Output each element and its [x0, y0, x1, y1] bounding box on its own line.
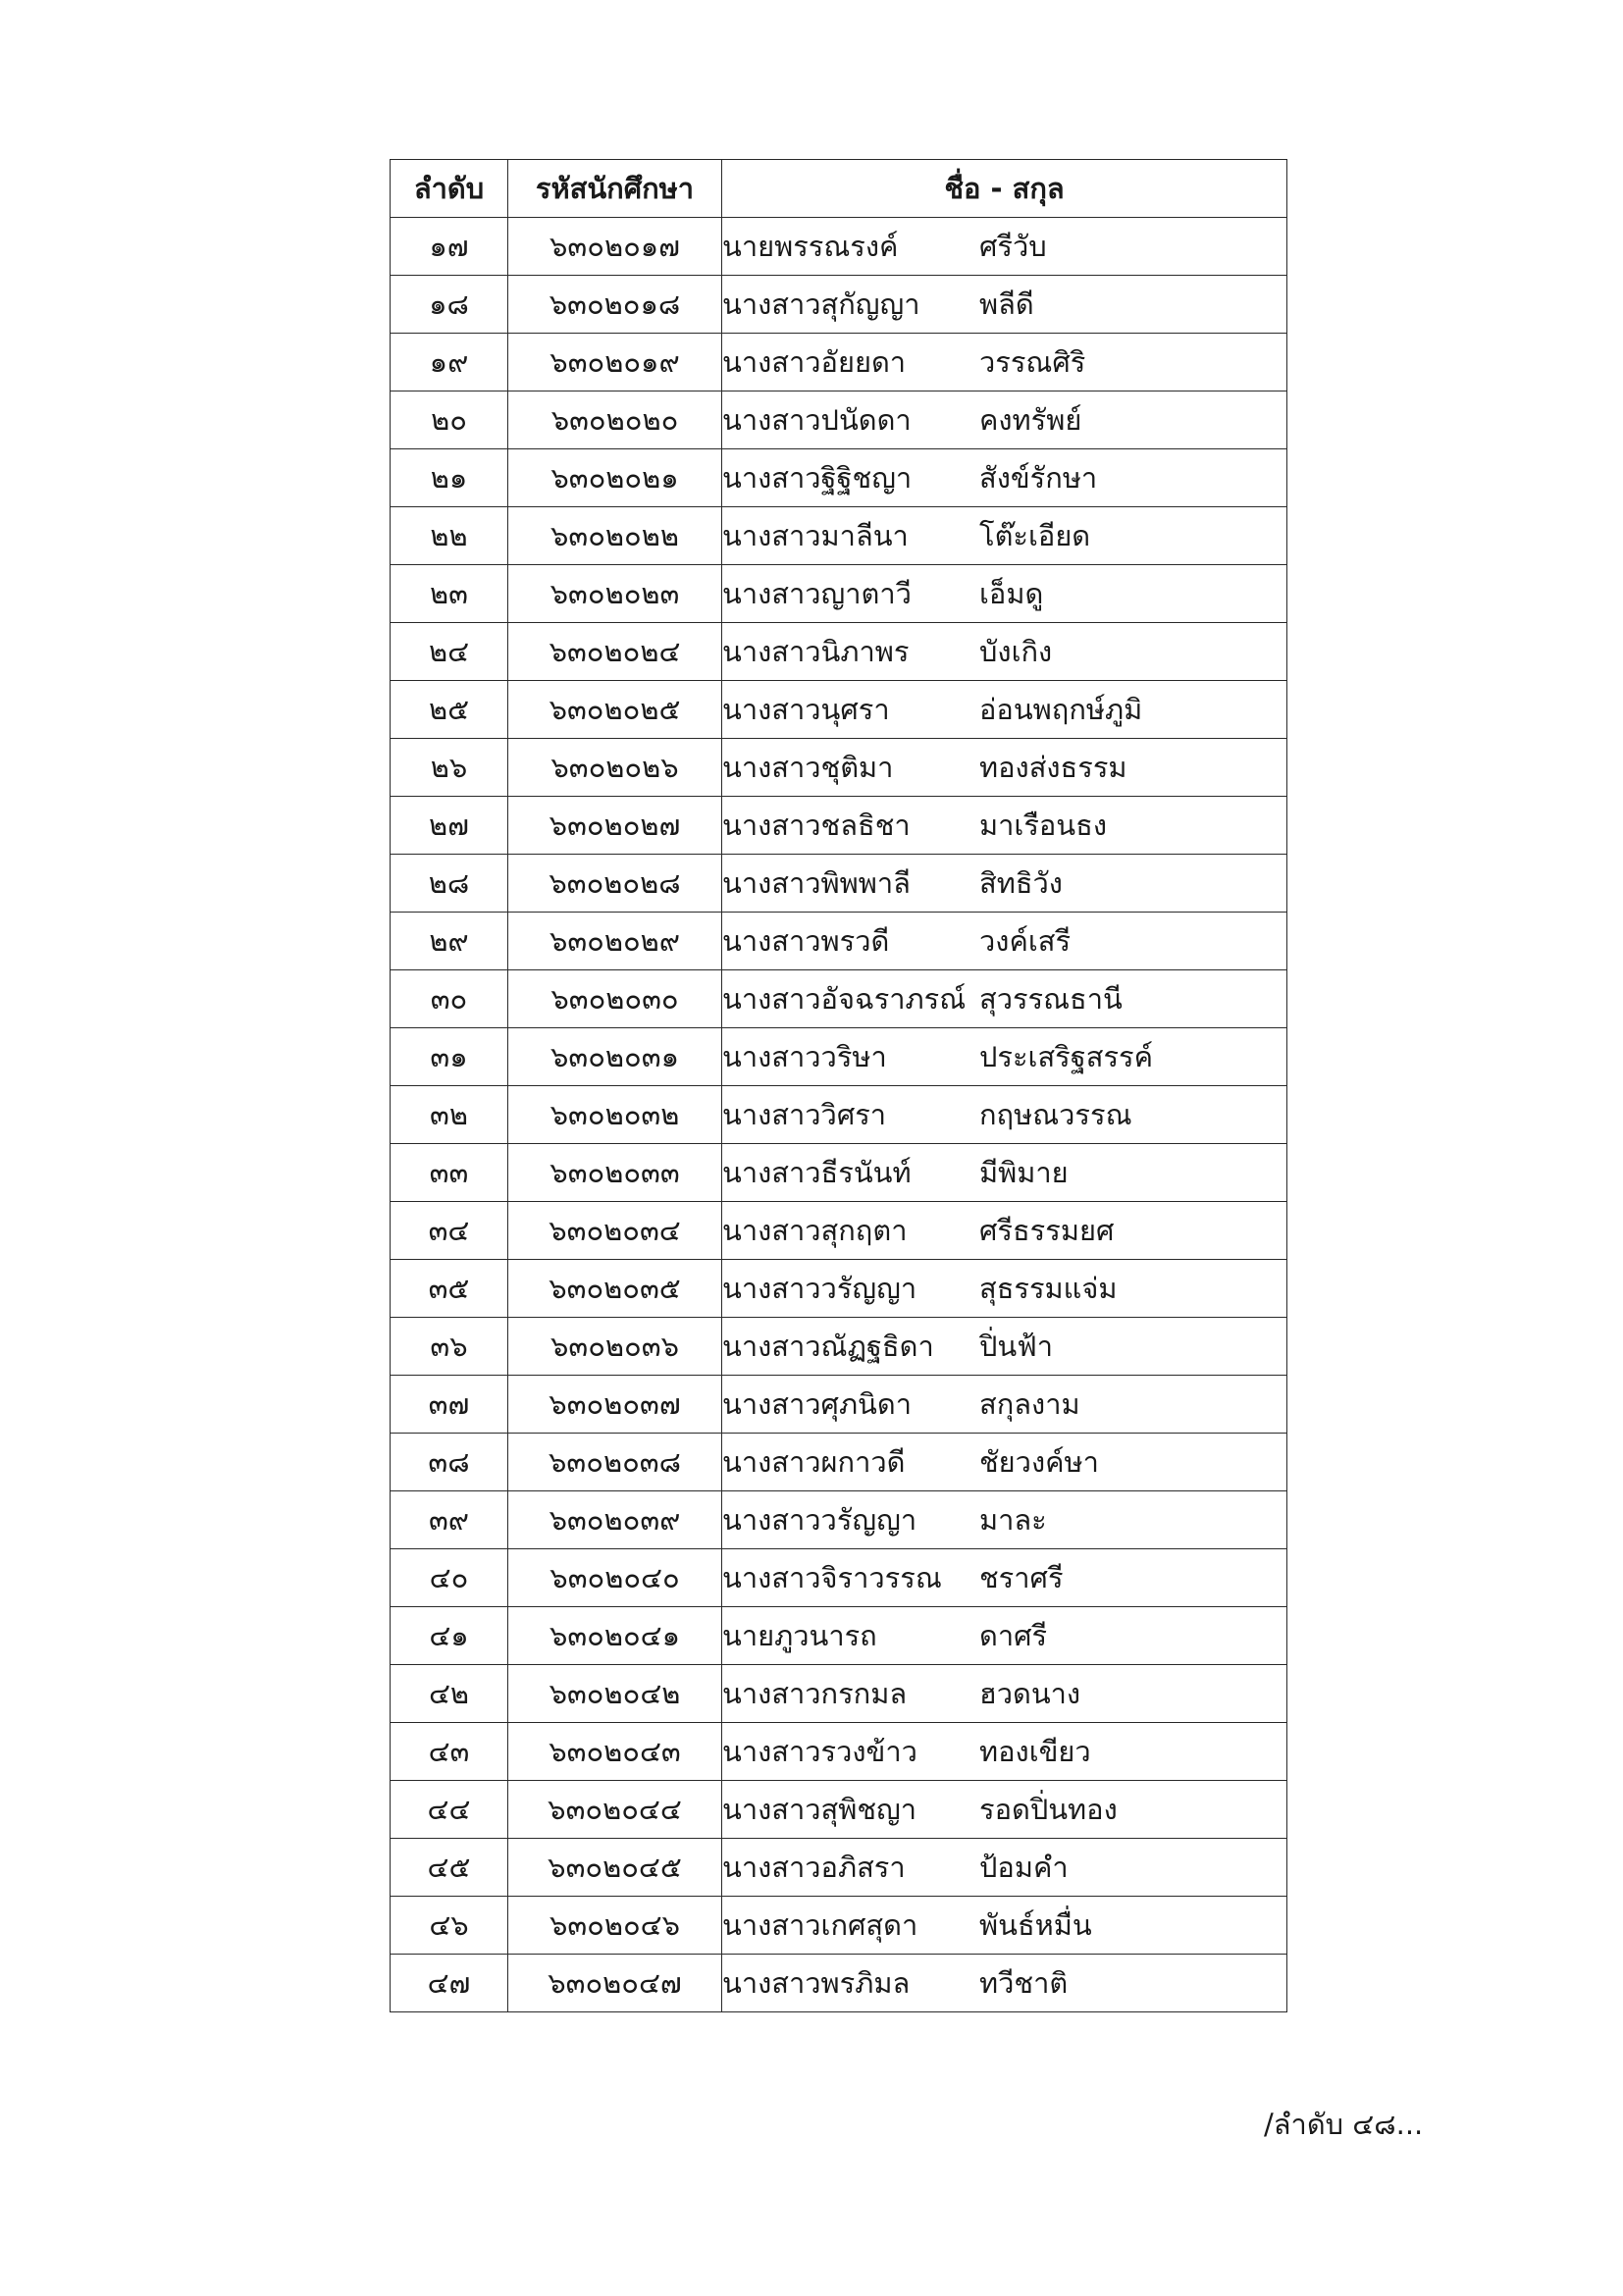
row-seq: ๒๘	[391, 855, 508, 913]
row-student-id: ๖๓๐๒๐๔๔	[508, 1781, 722, 1839]
row-seq: ๔๑	[391, 1607, 508, 1665]
row-first-name: นางสาวพรภิมล	[722, 1966, 911, 2000]
row-seq: ๓๕	[391, 1260, 508, 1318]
table-body	[391, 218, 1287, 2012]
row-full-name	[722, 913, 1287, 970]
row-student-id: ๖๓๐๒๐๔๐	[508, 1549, 722, 1607]
row-seq: ๓๐	[391, 970, 508, 1028]
row-first-name: นางสาวรวงข้าว	[722, 1735, 917, 1768]
row-full-name	[722, 1144, 1287, 1202]
row-first-name: นางสาวญาตาวี	[722, 577, 912, 610]
row-last-name: โต๊ะเอียด	[979, 519, 1091, 552]
row-last-name: รอดปิ่นทอง	[979, 1793, 1118, 1826]
row-seq: ๒๐	[391, 391, 508, 449]
row-seq: ๒๒	[391, 507, 508, 565]
row-seq: ๒๖	[391, 739, 508, 797]
row-seq: ๔๔	[391, 1781, 508, 1839]
row-first-name: นางสาวอัจฉราภรณ์	[722, 982, 967, 1016]
row-last-name: ศรีวับ	[979, 230, 1047, 263]
row-full-name	[722, 1086, 1287, 1144]
row-full-name	[722, 1434, 1287, 1491]
table-row	[391, 218, 1287, 276]
table-row	[391, 1086, 1287, 1144]
row-seq: ๒๑	[391, 449, 508, 507]
row-full-name	[722, 391, 1287, 449]
table-row	[391, 681, 1287, 739]
row-seq: ๒๔	[391, 623, 508, 681]
row-first-name: นางสาวพรวดี	[722, 924, 890, 958]
row-full-name	[722, 1781, 1287, 1839]
row-last-name: ทองเขียว	[979, 1735, 1091, 1768]
row-first-name: นางสาวปนัดดา	[722, 403, 912, 437]
row-student-id: ๖๓๐๒๐๓๙	[508, 1491, 722, 1549]
table-row	[391, 334, 1287, 391]
student-roster-table	[390, 159, 1287, 2012]
row-first-name: นางสาวพิพพาลี	[722, 866, 911, 900]
row-seq: ๑๘	[391, 276, 508, 334]
row-first-name: นางสาวจิราวรรณ	[722, 1561, 942, 1594]
row-student-id: ๖๓๐๒๐๒๗	[508, 797, 722, 855]
row-seq: ๓๗	[391, 1376, 508, 1434]
row-first-name: นางสาวชลธิชา	[722, 809, 911, 842]
table-row	[391, 1549, 1287, 1607]
table-row	[391, 855, 1287, 913]
row-full-name	[722, 1955, 1287, 2012]
row-student-id: ๖๓๐๒๐๒๙	[508, 913, 722, 970]
row-last-name: คงทรัพย์	[979, 403, 1082, 437]
row-full-name	[722, 797, 1287, 855]
table-row	[391, 739, 1287, 797]
row-seq: ๓๙	[391, 1491, 508, 1549]
row-student-id: ๖๓๐๒๐๑๗	[508, 218, 722, 276]
row-seq: ๓๑	[391, 1028, 508, 1086]
row-student-id: ๖๓๐๒๐๔๕	[508, 1839, 722, 1897]
row-first-name: นางสาวผกาวดี	[722, 1445, 906, 1479]
row-last-name: บังเกิง	[979, 635, 1053, 668]
row-first-name: นางสาวนิภาพร	[722, 635, 910, 668]
row-first-name: นางสาวอัยยดา	[722, 345, 907, 379]
table-row	[391, 391, 1287, 449]
row-seq: ๓๒	[391, 1086, 508, 1144]
row-first-name: นายพรรณรงค์	[722, 230, 899, 263]
table-row	[391, 449, 1287, 507]
row-last-name: มาละ	[979, 1503, 1047, 1537]
table-row	[391, 276, 1287, 334]
row-first-name: นางสาววรัญญา	[722, 1503, 917, 1537]
row-last-name: สุธรรมแจ่ม	[979, 1272, 1118, 1305]
continuation-note: /ลำดับ ๔๘...	[1264, 2108, 1424, 2141]
row-full-name	[722, 1839, 1287, 1897]
table-row	[391, 1781, 1287, 1839]
row-last-name: เอ็มดู	[979, 577, 1044, 610]
row-full-name	[722, 1376, 1287, 1434]
row-seq: ๒๕	[391, 681, 508, 739]
table-row	[391, 970, 1287, 1028]
table-row	[391, 1897, 1287, 1955]
row-full-name	[722, 1318, 1287, 1376]
row-seq: ๒๗	[391, 797, 508, 855]
row-full-name	[722, 1607, 1287, 1665]
row-last-name: ศรีธรรมยศ	[979, 1214, 1115, 1247]
row-student-id: ๖๓๐๒๐๒๖	[508, 739, 722, 797]
row-last-name: มีพิมาย	[979, 1156, 1069, 1189]
row-last-name: ประเสริฐสรรค์	[979, 1040, 1154, 1073]
row-seq: ๔๒	[391, 1665, 508, 1723]
table-row	[391, 1723, 1287, 1781]
row-student-id: ๖๓๐๒๐๓๖	[508, 1318, 722, 1376]
row-student-id: ๖๓๐๒๐๑๙	[508, 334, 722, 391]
header-seq: ลำดับ	[391, 160, 508, 218]
row-seq: ๔๗	[391, 1955, 508, 2012]
row-student-id: ๖๓๐๒๐๓๐	[508, 970, 722, 1028]
table-row	[391, 1376, 1287, 1434]
row-last-name: สกุลงาม	[979, 1387, 1080, 1421]
row-full-name	[722, 507, 1287, 565]
row-first-name: นางสาววรัญญา	[722, 1272, 917, 1305]
table-row	[391, 1434, 1287, 1491]
row-first-name: นางสาวนุศรา	[722, 693, 890, 726]
row-student-id: ๖๓๐๒๐๒๔	[508, 623, 722, 681]
row-full-name	[722, 1028, 1287, 1086]
table-row	[391, 1665, 1287, 1723]
row-last-name: สิทธิวัง	[979, 866, 1063, 900]
table-row	[391, 1028, 1287, 1086]
row-first-name: นางสาวเกศสุดา	[722, 1908, 918, 1942]
row-student-id: ๖๓๐๒๐๒๕	[508, 681, 722, 739]
row-first-name: นางสาวสุกฤตา	[722, 1214, 908, 1247]
row-student-id: ๖๓๐๒๐๒๘	[508, 855, 722, 913]
row-first-name: นายภูวนารถ	[722, 1619, 877, 1652]
row-seq: ๒๓	[391, 565, 508, 623]
row-student-id: ๖๓๐๒๐๔๒	[508, 1665, 722, 1723]
header-name: ชื่อ - สกุล	[722, 160, 1287, 218]
row-seq: ๔๓	[391, 1723, 508, 1781]
row-last-name: ชราศรี	[979, 1561, 1064, 1594]
row-first-name: นางสาวอภิสรา	[722, 1851, 906, 1884]
row-first-name: นางสาวศุภนิดา	[722, 1387, 913, 1421]
row-student-id: ๖๓๐๒๐๓๔	[508, 1202, 722, 1260]
row-seq: ๓๖	[391, 1318, 508, 1376]
row-full-name	[722, 449, 1287, 507]
row-last-name: ป้อมคำ	[979, 1851, 1069, 1884]
row-student-id: ๖๓๐๒๐๓๒	[508, 1086, 722, 1144]
row-seq: ๑๙	[391, 334, 508, 391]
row-full-name	[722, 855, 1287, 913]
table-row	[391, 1260, 1287, 1318]
row-full-name	[722, 623, 1287, 681]
row-full-name	[722, 1723, 1287, 1781]
row-student-id: ๖๓๐๒๐๓๕	[508, 1260, 722, 1318]
row-last-name: วรรณศิริ	[979, 345, 1086, 379]
row-student-id: ๖๓๐๒๐๔๓	[508, 1723, 722, 1781]
row-first-name: นางสาวมาลีนา	[722, 519, 909, 552]
row-first-name: นางสาวสุกัญญา	[722, 287, 920, 321]
row-full-name	[722, 1549, 1287, 1607]
row-full-name	[722, 334, 1287, 391]
row-last-name: ชัยวงค์ษา	[979, 1445, 1099, 1479]
row-last-name: สุวรรณธานี	[979, 982, 1123, 1016]
row-seq: ๔๐	[391, 1549, 508, 1607]
row-last-name: สังข์รักษา	[979, 461, 1098, 495]
row-student-id: ๖๓๐๒๐๔๖	[508, 1897, 722, 1955]
row-student-id: ๖๓๐๒๐๑๘	[508, 276, 722, 334]
row-full-name	[722, 739, 1287, 797]
row-full-name	[722, 970, 1287, 1028]
row-last-name: พลีดี	[979, 287, 1034, 321]
row-first-name: นางสาววิศรา	[722, 1098, 887, 1131]
row-first-name: นางสาวธีรนันท์	[722, 1156, 912, 1189]
table-row	[391, 797, 1287, 855]
row-student-id: ๖๓๐๒๐๒๒	[508, 507, 722, 565]
row-student-id: ๖๓๐๒๐๓๘	[508, 1434, 722, 1491]
row-full-name	[722, 218, 1287, 276]
row-student-id: ๖๓๐๒๐๒๓	[508, 565, 722, 623]
row-full-name	[722, 1897, 1287, 1955]
table-row	[391, 1144, 1287, 1202]
row-full-name	[722, 681, 1287, 739]
row-seq: ๓๓	[391, 1144, 508, 1202]
table-row	[391, 1202, 1287, 1260]
row-student-id: ๖๓๐๒๐๒๐	[508, 391, 722, 449]
table-row	[391, 1318, 1287, 1376]
row-first-name: นางสาวกรกมล	[722, 1677, 908, 1710]
row-full-name	[722, 565, 1287, 623]
table-row	[391, 1839, 1287, 1897]
header-student-id: รหัสนักศึกษา	[508, 160, 722, 218]
row-first-name: นางสาวสุพิชญา	[722, 1793, 917, 1826]
row-full-name	[722, 276, 1287, 334]
row-student-id: ๖๓๐๒๐๓๑	[508, 1028, 722, 1086]
table-row	[391, 913, 1287, 970]
row-student-id: ๖๓๐๒๐๔๗	[508, 1955, 722, 2012]
row-student-id: ๖๓๐๒๐๒๑	[508, 449, 722, 507]
row-last-name: ดาศรี	[979, 1619, 1048, 1652]
table-row	[391, 507, 1287, 565]
row-seq: ๓๔	[391, 1202, 508, 1260]
row-seq: ๓๘	[391, 1434, 508, 1491]
row-last-name: พันธ์หมื่น	[979, 1908, 1092, 1942]
row-first-name: นางสาวฐิฐิชญา	[722, 461, 913, 495]
row-seq: ๒๙	[391, 913, 508, 970]
row-last-name: วงค์เสรี	[979, 924, 1072, 958]
row-last-name: อ่อนพฤกษ์ภูมิ	[979, 693, 1143, 726]
row-last-name: กฤษณวรรณ	[979, 1098, 1132, 1131]
row-last-name: ฮวดนาง	[979, 1677, 1081, 1710]
row-seq: ๔๕	[391, 1839, 508, 1897]
row-full-name	[722, 1202, 1287, 1260]
table-header-row	[391, 160, 1287, 218]
row-full-name	[722, 1260, 1287, 1318]
row-student-id: ๖๓๐๒๐๔๑	[508, 1607, 722, 1665]
table-row	[391, 1491, 1287, 1549]
row-first-name: นางสาววริษา	[722, 1040, 887, 1073]
row-full-name	[722, 1665, 1287, 1723]
row-seq: ๔๖	[391, 1897, 508, 1955]
row-full-name	[722, 1491, 1287, 1549]
row-last-name: มาเรือนธง	[979, 809, 1107, 842]
table-row	[391, 1955, 1287, 2012]
row-first-name: นางสาวณัฏฐธิดา	[722, 1330, 934, 1363]
row-student-id: ๖๓๐๒๐๓๓	[508, 1144, 722, 1202]
row-last-name: ทองส่งธรรม	[979, 751, 1127, 784]
table-row	[391, 623, 1287, 681]
row-last-name: ทวีชาติ	[979, 1966, 1069, 2000]
row-last-name: ปิ่นฟ้า	[979, 1330, 1054, 1363]
table-row	[391, 565, 1287, 623]
row-first-name: นางสาวชุติมา	[722, 751, 894, 784]
row-student-id: ๖๓๐๒๐๓๗	[508, 1376, 722, 1434]
row-seq: ๑๗	[391, 218, 508, 276]
table-row	[391, 1607, 1287, 1665]
